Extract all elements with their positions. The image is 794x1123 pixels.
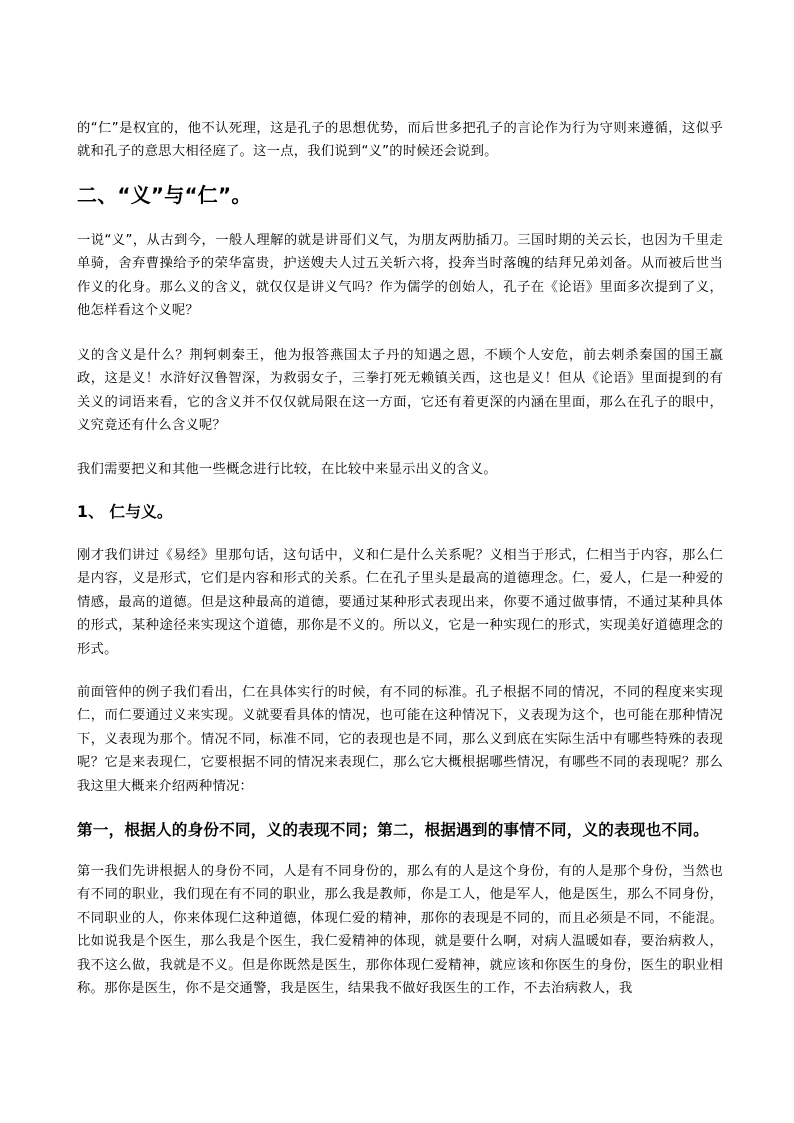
subsection-heading: 1、 仁与义。 [77, 503, 173, 521]
paragraph: 刚才我们讲过《易经》里那句话，这句话中，义和仁是什么关系呢？义相当于形式，仁相当于内容，那么仁是内容，义是形式，它们是内容和形式的关系。仁在孔子里头是最高的道德理念。仁，爱人，仁是一种爱的情感，最高的道德。但是这种最高的道德，要通过某种形式表现出来，你要不通过做事情，不通过某种具体的形式，某种途径来实现这个道德，那你是不义的。所以义，它是一种实现仁的形式，实现美好道德理念的形式。 [77, 548, 723, 657]
paragraph: 前面管仲的例子我们看出，仁在具体实行的时候，有不同的标准。孔子根据不同的情况，不同的程度来实现仁，而仁要通过义来实现。义就要看具体的情况，也可能在这种情况下，义表现为这个，也可能在那种情况下，义表现为那个。情况不同，标准不同，它的表现也是不同，那么义到底在实际生活中有哪些特殊的表现呢？它是来表现仁，它要根据不同的情况来表现仁，那么它大概根据哪些情况，有哪些不同的表现呢？那么我这里大概来介绍两种情况： [77, 685, 723, 794]
section-heading: 二、“义”与“仁”。 [77, 183, 252, 207]
bold-summary-heading: 第一，根据人的身份不同，义的表现不同；第二，根据遇到的事情不同，义的表现也不同。 [77, 821, 709, 839]
paragraph: 义的含义是什么？荆轲刺秦王，他为报答燕国太子丹的知遇之恩，不顾个人安危，前去刺杀秦国的国王嬴政，这是义！水浒好汉鲁智深，为救弱女子，三拳打死无赖镇关西，这也是义！但从《论语》里面提到的有关义的词语来看，它的含义并不仅仅就局限在这一方面，它还有着更深的内涵在里面，那么在孔子的眼中，义究竟还有什么含义呢？ [77, 348, 723, 434]
paragraph: 第一我们先讲根据人的身份不同，人是有不同身份的，那么有的人是这个身份，有的人是那个身份，当然也有不同的职业，我们现在有不同的职业，那么我是教师，你是工人，他是军人，他是医生，那么不同身份，不同职业的人，你来体现仁这种道德，体现仁爱的精神，那你的表现是不同的，而且必须是不同，不能混。比如说我是个医生，那么我是个医生，我仁爱精神的体现，就是要什么啊，对病人温暖如春，要治病救人，我不这么做，我就是不义。但是你既然是医生，那你体现仁爱精神，就应该和你医生的身份，医生的职业相称。那你是医生，你不是交通警，我是医生，结果我不做好我医生的工作，不去治病救人，我 [77, 864, 723, 997]
paragraph: 的“仁”是权宜的，他不认死理，这是孔子的思想优势，而后世多把孔子的言论作为行为守则来遵循，这似乎就和孔子的意思大相径庭了。这一点，我们说到“义”的时候还会说到。 [77, 121, 723, 160]
paragraph: 我们需要把义和其他一些概念进行比较，在比较中来显示出义的含义。 [77, 462, 497, 477]
paragraph: 一说“义”，从古到今，一般人理解的就是讲哥们义气，为朋友两肋插刀。三国时期的关云长，也因为千里走单骑，舍弃曹操给予的荣华富贵，护送嫂夫人过五关斩六将，投奔当时落魄的结拜兄弟刘备。从而被后世当作义的化身。那么义的含义，就仅仅是讲义气吗？作为儒学的创始人，孔子在《论语》里面多次提到了义，他怎样看这个义呢？ [77, 233, 723, 319]
